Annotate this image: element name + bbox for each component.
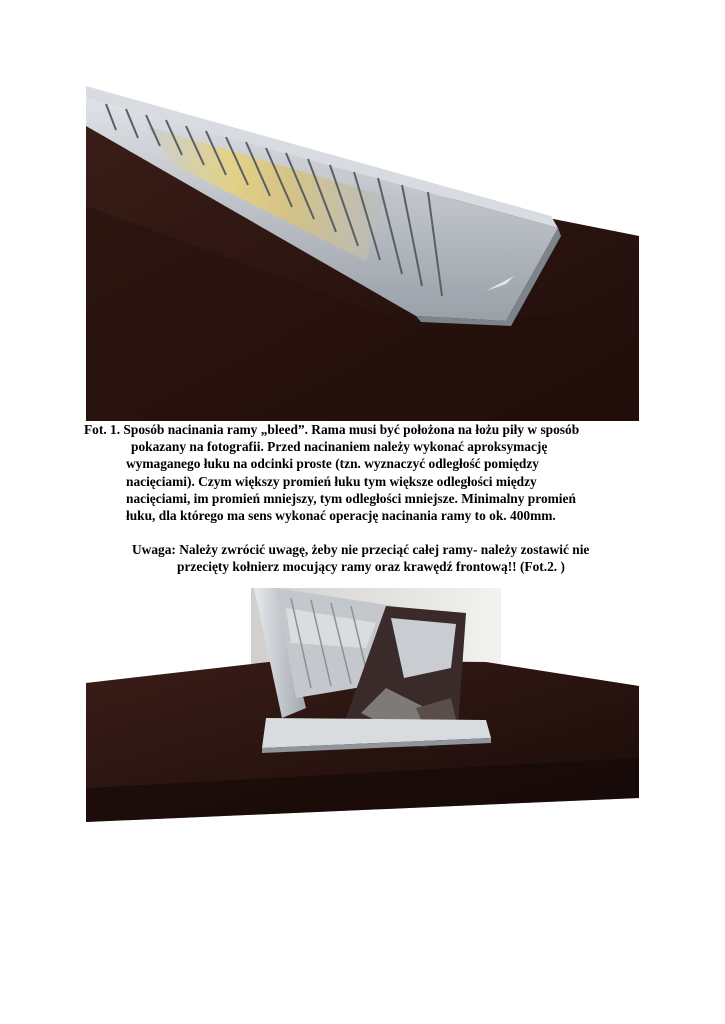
caption-line: nacięciami). Czym większy promień łuku tym większe odległości między	[126, 473, 537, 489]
photo-frame-notching	[86, 86, 639, 421]
photo-1-caption	[84, 421, 684, 524]
warning-note	[132, 541, 725, 575]
caption-line: łuku, dla którego ma sens wykonać operację nacinania ramy to ok. 400mm.	[126, 508, 556, 524]
caption-line: wymaganego łuku na odcinki proste (tzn. wyznaczyć odległość pomiędzy	[126, 456, 540, 472]
photo-frame-cross-section	[86, 588, 639, 822]
note-line: Uwaga: Należy zwrócić uwagę, żeby nie przeciąć całej ramy- należy zostawić nie	[132, 542, 590, 557]
caption-line: nacięciami, im promień mniejszy, tym odległości mniejsze. Minimalny promień	[126, 490, 576, 506]
caption-line: Fot. 1. Sposób nacinania ramy „bleed”. Rama musi być położona na łożu piły w sposób	[84, 422, 580, 437]
caption-line: pokazany na fotografii. Przed nacinaniem należy wykonać aproksymację	[131, 439, 548, 455]
note-line: przecięty kołnierz mocujący ramy oraz krawędź frontową!! (Fot.2. )	[177, 559, 565, 575]
